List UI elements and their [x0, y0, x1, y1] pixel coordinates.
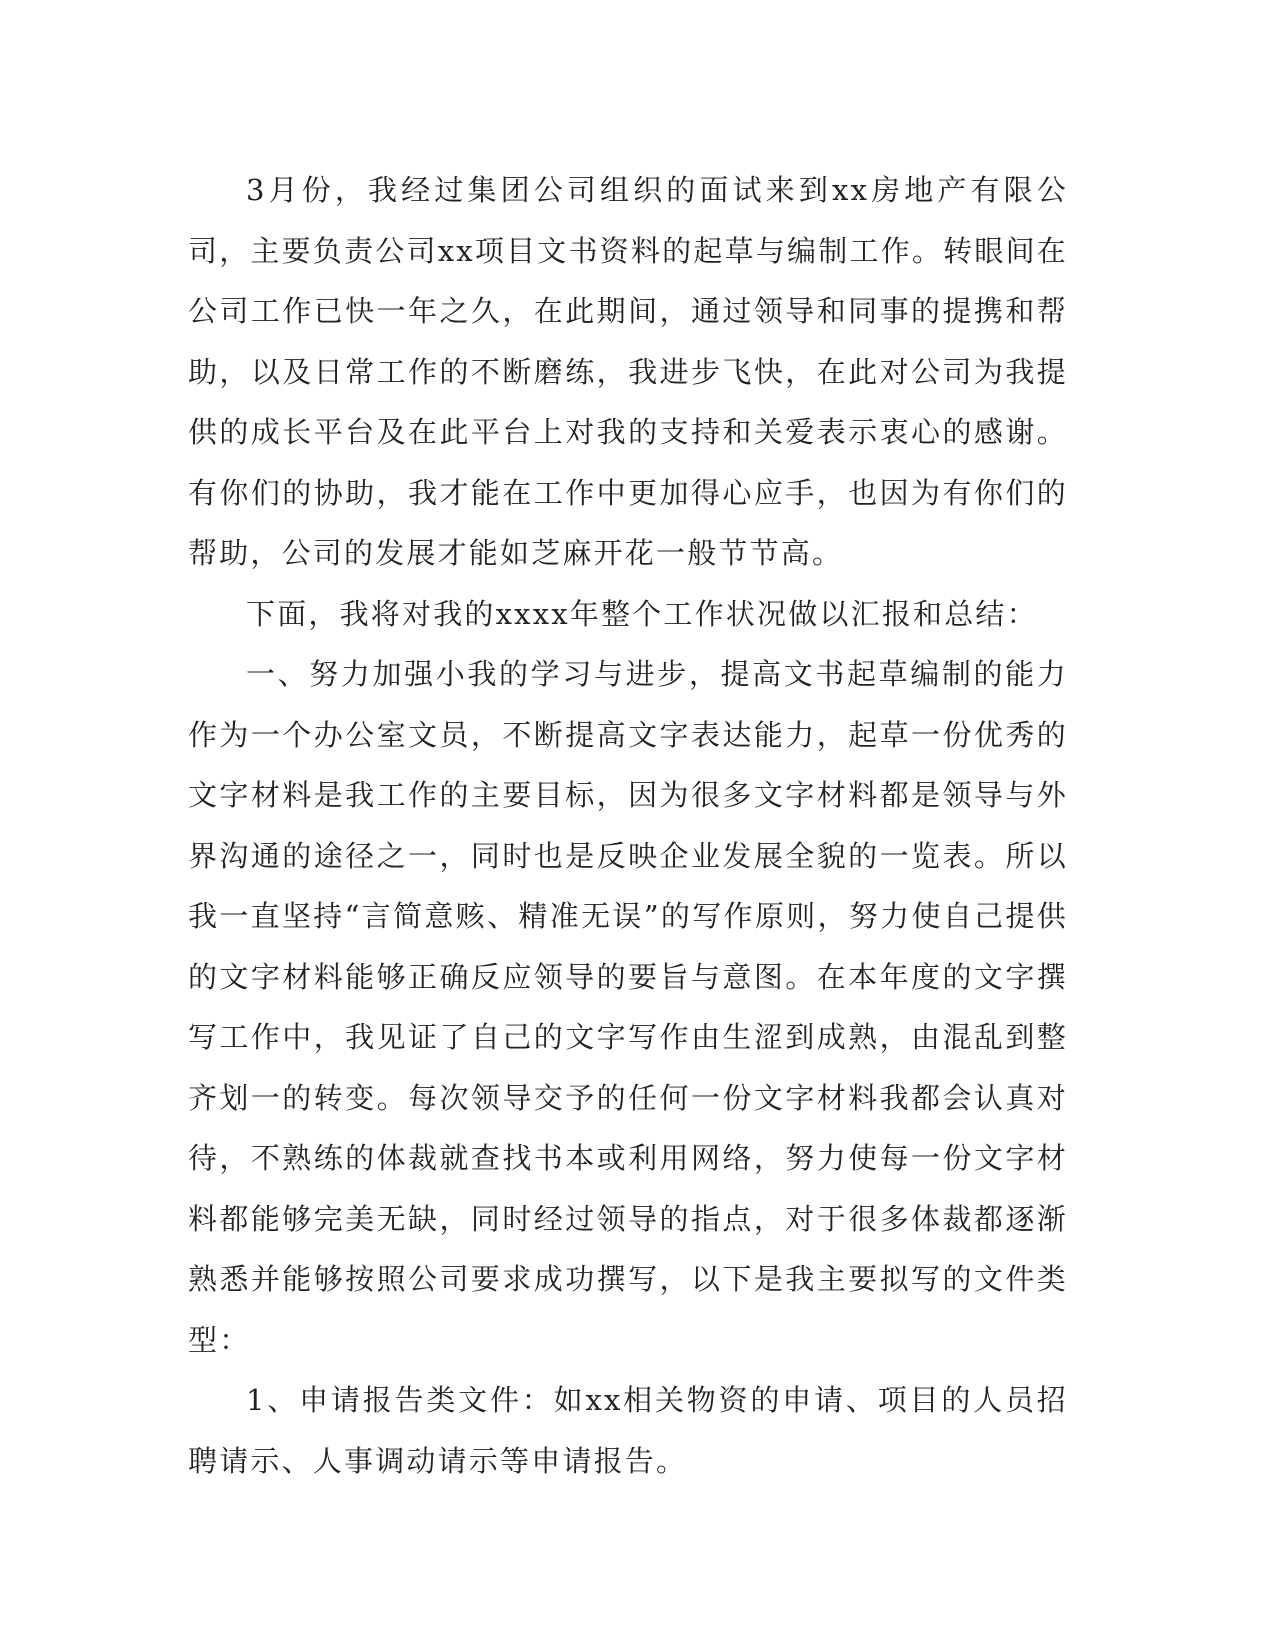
- paragraph-section-one: 一、努力加强小我的学习与进步，提高文书起草编制的能力作为一个办公室文员，不断提高文字表达能力，起草一份优秀的文字材料是我工作的主要目标，因为很多文字材料都是领导与外界沟通的途径之一，同时也是反映企业发展全貌的一览表。所以我一直坚持“言简意赅、精准无误”的写作原则，努力使自己提供的文字材料能够正确反应领导的要旨与意图。在本年度的文字撰写工作中，我见证了自己的文字写作由生涩到成熟，由混乱到整齐划一的转变。每次领导交予的任何一份文字材料我都会认真对待，不熟练的体裁就查找书本或利用网络，努力使每一份文字材料都能够完美无缺，同时经过领导的指点，对于很多体裁都逐渐熟悉并能够按照公司要求成功撰写，以下是我主要拟写的文件类型：: [188, 657, 1068, 1357]
- paragraph-summary-lead: 下面，我将对我的xxxx年整个工作状况做以汇报和总结：: [246, 596, 1038, 631]
- paragraph-intro: 3月份，我经过集团公司组织的面试来到xx房地产有限公司，主要负责公司xx项目文书资料的起草与编制工作。转眼间在公司工作已快一年之久，在此期间，通过领导和同事的提携和帮助，以及日常工作的不断磨练，我进步飞快，在此对公司为我提供的成长平台及在此平台上对我的支持和关爱表示衷心的感谢。有你们的协助，我才能在工作中更加得心应手，也因为有你们的帮助，公司的发展才能如芝麻开花一般节节高。: [188, 173, 1068, 570]
- paragraph-item-one: 1、申请报告类文件：如xx相关物资的申请、项目的人员招聘请示、人事调动请示等申请报告。: [188, 1383, 1068, 1478]
- document-body: [188, 160, 1068, 1491]
